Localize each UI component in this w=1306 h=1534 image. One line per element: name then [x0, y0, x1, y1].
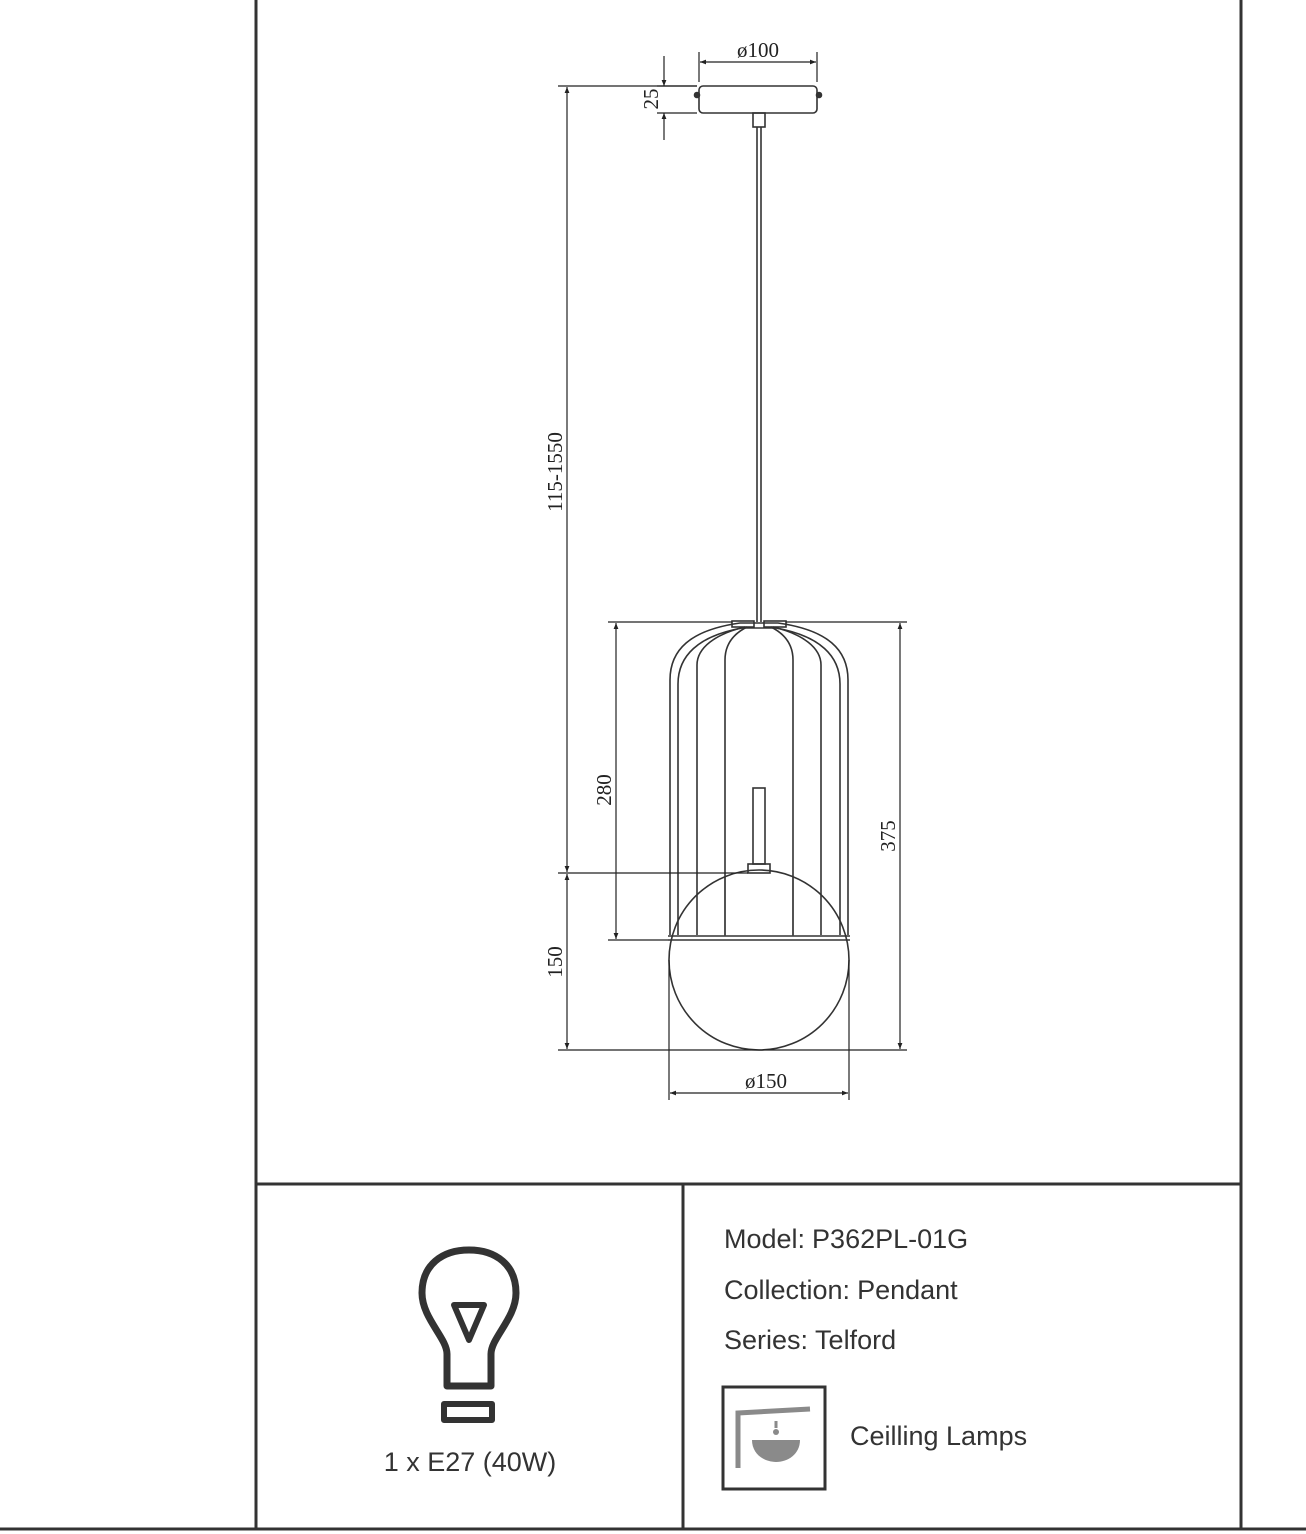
dimension-lines [558, 52, 907, 1100]
collection-value: Pendant [857, 1275, 958, 1305]
total-height-label: 375 [876, 820, 900, 852]
collection-label: Collection: [724, 1275, 851, 1305]
series-label: Series: [724, 1325, 809, 1355]
bulb-caption: 1 x E27 (40W) [383, 1447, 557, 1477]
glass-globe [669, 870, 849, 1050]
model-row [724, 1224, 968, 1255]
series-row [724, 1325, 896, 1356]
canopy [699, 86, 817, 113]
canopy-height-label: 25 [639, 88, 663, 110]
socket [753, 788, 765, 864]
ceiling-lamp-icon [723, 1387, 825, 1489]
series-value: Telford [815, 1325, 897, 1355]
model-label: Model: [724, 1224, 806, 1254]
globe-height-label: 150 [543, 946, 567, 978]
pendant-lamp-drawing [668, 86, 850, 1050]
cage-height-label: 280 [592, 774, 616, 806]
collection-row [724, 1275, 958, 1306]
model-value: P362PL-01G [812, 1224, 969, 1254]
category-label: Ceilling Lamps [850, 1421, 1028, 1451]
canopy-diameter-label: ø100 [737, 38, 779, 62]
globe-diameter-label: ø150 [745, 1069, 787, 1093]
light-bulb-icon [422, 1250, 516, 1420]
drop-length-label: 115-1550 [543, 432, 567, 512]
